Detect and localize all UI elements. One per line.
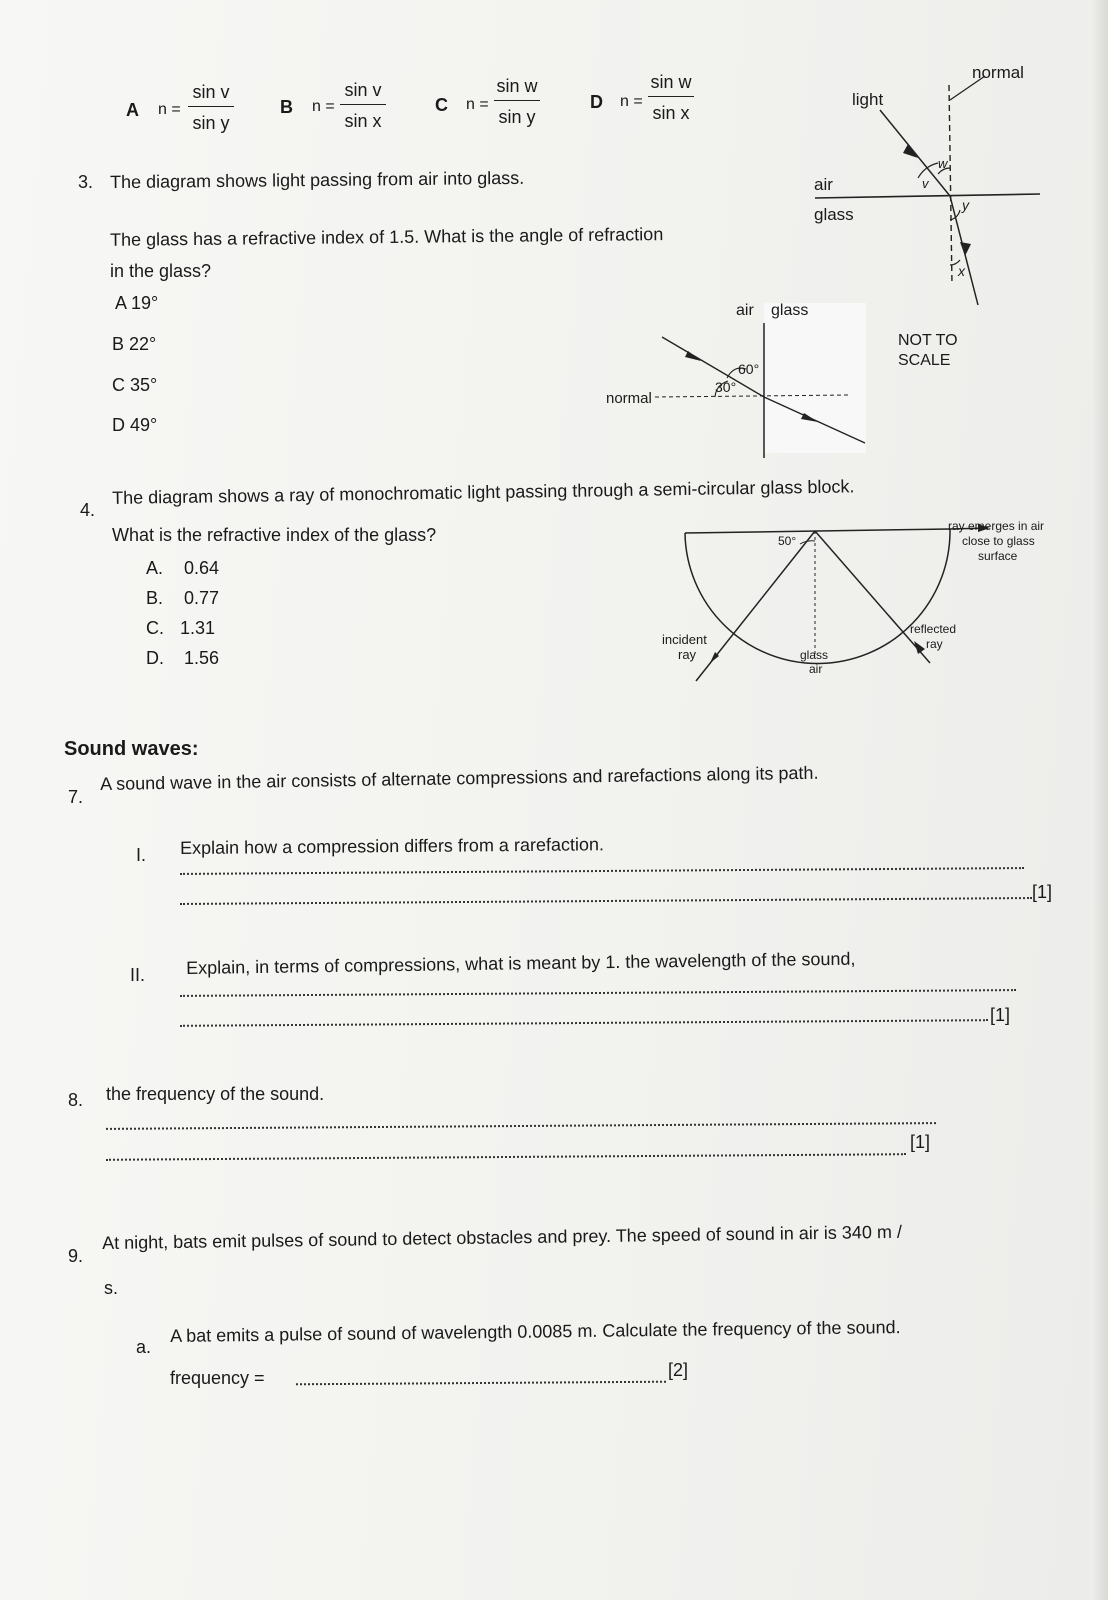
option-letter: B (280, 97, 293, 117)
answer-line[interactable] (180, 1019, 988, 1027)
q3-option-b[interactable]: B 22° (112, 334, 157, 354)
label-glass: glass (771, 302, 809, 319)
label-glass: glass (800, 648, 829, 662)
label-incident-1: incident (662, 632, 707, 647)
frequency-answer-line[interactable] (296, 1381, 666, 1386)
q9-text-continued: s. (104, 1278, 119, 1298)
q9a-answer-label: frequency = (170, 1368, 265, 1388)
refraction-angles-diagram (800, 60, 1050, 310)
q7i-text: Explain how a compression differs from a rarefaction. (180, 834, 605, 858)
q7-text: A sound wave in the air consists of alternate compressions and rarefactions along its path. (100, 762, 819, 794)
option-letter: C. (146, 618, 164, 638)
label-light: light (852, 90, 884, 109)
semicircular-block-diagram (660, 515, 1060, 685)
label-emerges-2: close to glass (962, 534, 1035, 548)
q7i-number: I. (136, 845, 147, 865)
option-letter: C (435, 95, 448, 115)
q9-number: 9. (68, 1246, 84, 1266)
option-lhs: n = (620, 93, 643, 110)
page-edge-shadow (1090, 0, 1108, 1600)
option-lhs: n = (158, 101, 181, 118)
air-glass-refraction-diagram (600, 295, 960, 465)
answer-line[interactable] (180, 989, 1016, 997)
label-glass: glass (814, 205, 854, 224)
q9a-number: a. (136, 1337, 152, 1357)
q7ii-number: II. (130, 965, 146, 985)
option-value: 1.31 (180, 618, 216, 638)
q9-text: At night, bats emit pulses of sound to detect obstacles and prey. The speed of sound in air is 340 m / (102, 1221, 903, 1253)
q3-question-line2: in the glass? (110, 261, 212, 281)
label-w: w (938, 156, 948, 171)
label-reflected-2: ray (926, 637, 943, 651)
fraction: $\frac{\text{sin w}}{\text{sin x}}$ (648, 72, 694, 124)
answer-line[interactable] (106, 1122, 936, 1130)
label-30: 30° (715, 379, 737, 395)
q4-question: What is the refractive index of the glass? (112, 525, 437, 545)
q3-option-a[interactable]: A 19° (115, 293, 159, 313)
label-50: 50° (778, 534, 797, 548)
q3-option-d[interactable]: D 49° (112, 415, 158, 435)
not-to-scale-line2: SCALE (898, 352, 951, 369)
q7-number: 7. (68, 787, 84, 807)
fraction: $\frac{\text{sin v}}{\text{sin x}}$ (340, 80, 386, 132)
label-incident-2: ray (678, 647, 697, 662)
answer-line[interactable] (106, 1153, 906, 1161)
label-reflected-1: reflected (910, 622, 957, 636)
label-air: air (736, 302, 754, 319)
fraction: $\frac{\text{sin v}}{\text{sin y}}$ (188, 82, 234, 134)
label-x: x (958, 263, 965, 279)
label-y: y (962, 197, 969, 213)
q4-stem: The diagram shows a ray of monochromatic light passing through a semi-circular glass block. (112, 476, 855, 508)
q3-number: 3. (78, 172, 94, 192)
fraction: $\frac{\text{sin w}}{\text{sin y}}$ (494, 76, 540, 128)
q8-marks: [1] (910, 1132, 931, 1152)
q8-number: 8. (68, 1090, 84, 1110)
label-60: 60° (738, 361, 760, 377)
q4-number: 4. (80, 500, 96, 520)
label-air: air (814, 175, 833, 194)
option-lhs: n = (466, 96, 489, 113)
option-letter: B. (146, 588, 164, 608)
option-value: 0.77 (184, 588, 220, 608)
answer-line[interactable] (180, 867, 1024, 875)
option-letter: A. (146, 558, 164, 578)
label-v: v (922, 176, 929, 191)
label-emerges-1: ray emerges in air (948, 519, 1045, 533)
q3-question-line1: The glass has a refractive index of 1.5. What is the angle of refraction (109, 224, 664, 250)
q8-text: the frequency of the sound. (106, 1084, 325, 1104)
q7ii-text: Explain, in terms of compressions, what is meant by 1. the wavelength of the sound, (186, 948, 856, 978)
q9a-text: A bat emits a pulse of sound of wavelength 0.0085 m. Calculate the frequency of the sound. (170, 1317, 901, 1346)
not-to-scale-line1: NOT TO (898, 332, 958, 349)
option-letter: D (590, 92, 603, 112)
q9a-marks: [2] (668, 1360, 689, 1380)
option-letter: A (126, 100, 139, 120)
option-letter: D. (146, 648, 164, 668)
label-air: air (809, 662, 823, 676)
option-lhs: n = (312, 98, 335, 115)
label-emerges-3: surface (978, 549, 1018, 563)
answer-line[interactable] (180, 897, 1032, 905)
q7ii-marks: [1] (990, 1005, 1011, 1025)
q7i-marks: [1] (1032, 882, 1053, 902)
option-value: 1.56 (184, 648, 220, 668)
label-normal: normal (606, 390, 652, 407)
q3-stem: The diagram shows light passing from air into glass. (109, 167, 525, 193)
label-normal: normal (972, 63, 1024, 82)
q3-option-c[interactable]: C 35° (112, 375, 158, 395)
section-heading-sound-waves: Sound waves: (64, 738, 199, 760)
option-value: 0.64 (184, 558, 220, 578)
